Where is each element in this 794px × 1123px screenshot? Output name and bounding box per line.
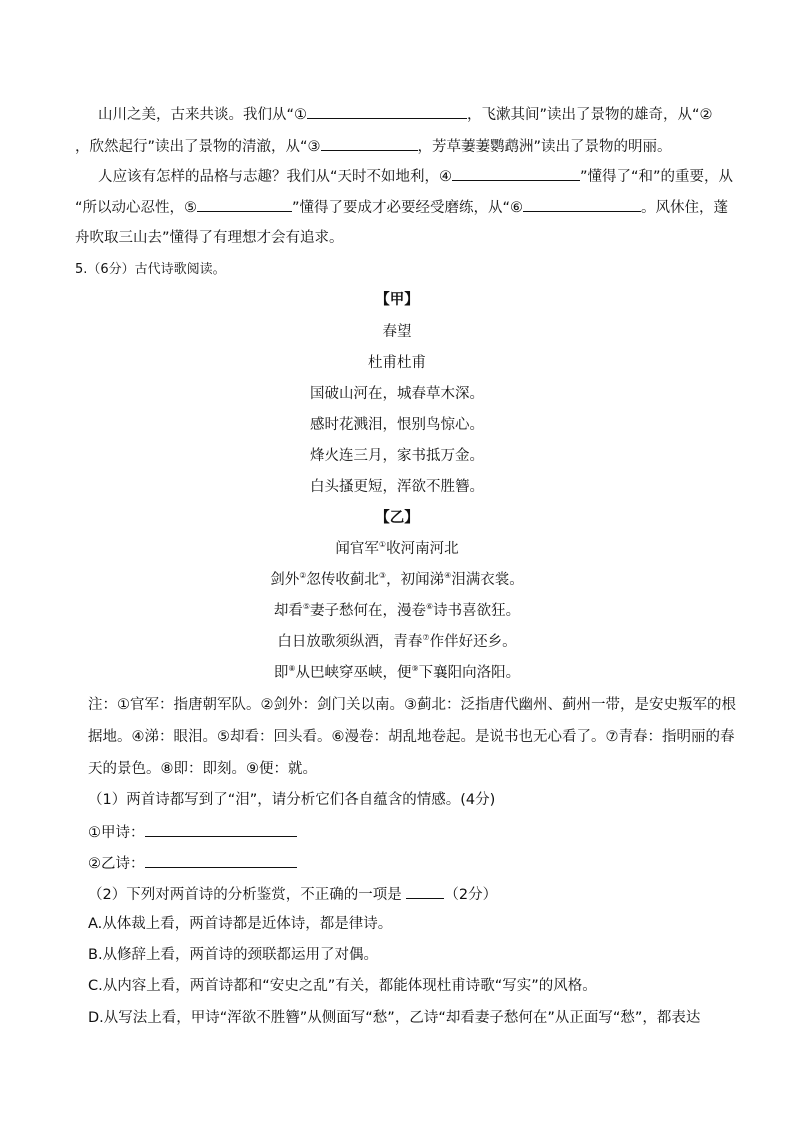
footnote-marker: ⑥ xyxy=(426,602,434,612)
fill-line-4 xyxy=(75,196,728,218)
option-c: C.从内容上看，两首诗都和“安史之乱”有关，都能体现杜甫诗歌“写实”的风格。 xyxy=(88,978,597,994)
fill-line-5 xyxy=(75,228,344,248)
answer-label: ①甲诗： xyxy=(88,825,145,841)
answer-line-yi xyxy=(88,852,297,874)
fill-text: 。风休住，蓬 xyxy=(641,200,729,216)
poem-yi-line: 却看⑤妻子愁何在，漫卷⑥诗书喜欲狂。 xyxy=(273,602,521,619)
fill-text: ”懂得了“和”的重要，从 xyxy=(580,169,734,185)
fill-text: ”懂得了要成才必要经受磨练，从“⑥ xyxy=(292,200,524,216)
footnote-marker: ⑦ xyxy=(422,633,430,643)
answer-blank-5[interactable] xyxy=(197,196,292,212)
fill-text: ，芳草萋萋鹦鹉洲”读出了景物的明丽。 xyxy=(417,139,672,155)
fill-text: 人应该有怎样的品格与志趣？我们从“天时不如地利，④ xyxy=(98,169,453,185)
fill-line-2 xyxy=(75,135,672,157)
footnote-marker: ⑨ xyxy=(411,664,419,674)
answer-blank-6[interactable] xyxy=(523,196,641,212)
answer-blank-4[interactable] xyxy=(452,165,580,181)
question-5-heading: 5.（6分）古代诗歌阅读。 xyxy=(75,262,226,277)
subquestion-2: （2）下列对两首诗的分析鉴赏，不正确的一项是 （2分） xyxy=(88,883,497,905)
poem-yi-line: 白日放歌须纵酒，青春⑦作伴好还乡。 xyxy=(277,633,517,650)
poem-jia-label: 【甲】 xyxy=(375,292,419,308)
notes-line: 注：①官军：指唐朝军队。②剑外：剑门关以南。③蓟北：泛指唐代幽州、蓟州一带，是安史叛军的根 xyxy=(88,697,736,713)
fill-text: ，欣然起行”读出了景物的清澈，从“③ xyxy=(75,139,321,155)
answer-blank-3[interactable] xyxy=(321,135,418,151)
footnote-marker: ② xyxy=(299,571,307,581)
poem-jia-line: 国破山河在，城春草木深。 xyxy=(310,386,484,402)
fill-text: 舟吹取三山去”懂得了有理想才会有追求。 xyxy=(75,230,344,246)
option-b: B.从修辞上看，两首诗的颈联都运用了对偶。 xyxy=(88,947,379,963)
fill-text: 山川之美，古来共谈。我们从“① xyxy=(98,107,308,123)
poem-yi-title: 闻官军①收河南河北 xyxy=(335,540,459,557)
fill-text: “所以动心忍性，⑤ xyxy=(75,200,198,216)
option-a: A.从体裁上看，两首诗都是近体诗，都是律诗。 xyxy=(88,916,393,932)
answer-label: ②乙诗： xyxy=(88,856,145,872)
footnote-marker: ③ xyxy=(378,571,387,581)
poem-jia-line: 烽火连三月，家书抵万金。 xyxy=(310,448,484,464)
fill-line-3 xyxy=(98,165,733,187)
notes-line: 据地。④涕：眼泪。⑤却看：回头看。⑥漫卷：胡乱地卷起。是说书也无心看了。⑦青春：指明丽的春 xyxy=(88,729,735,745)
option-d: D.从写法上看，甲诗“浑欲不胜簪”从侧面写“愁”，乙诗“却看妻子愁何在”从正面写“愁”，都表达 xyxy=(88,1010,701,1026)
poem-yi-line: 即⑧从巴峡穿巫峡，便⑨下襄阳向洛阳。 xyxy=(273,664,521,681)
footnote-marker: ④ xyxy=(444,571,452,581)
poem-jia-author: 杜甫杜甫 xyxy=(368,355,426,371)
answer-line-jia xyxy=(88,821,297,843)
fill-text: ，飞漱其间”读出了景物的雄奇，从“② xyxy=(467,107,713,123)
footnote-marker: ⑧ xyxy=(288,664,296,674)
answer-blank-1[interactable] xyxy=(307,103,467,119)
answer-blank-yi[interactable] xyxy=(145,852,297,868)
answer-blank-jia[interactable] xyxy=(145,821,297,837)
footnote-marker: ① xyxy=(378,540,387,550)
notes-line: 天的景色。⑧即：即刻。⑨便：就。 xyxy=(88,761,317,777)
poem-yi-label: 【乙】 xyxy=(375,510,419,526)
fill-line-1 xyxy=(98,103,713,125)
poem-yi-line: 剑外②忽传收蓟北③，初闻涕④泪满衣裳。 xyxy=(270,571,524,588)
subquestion-1: （1）两首诗都写到了“泪”，请分析它们各自蕴含的情感。(4分) xyxy=(88,792,496,808)
answer-blank-choice[interactable] xyxy=(406,883,444,899)
poem-jia-line: 白头搔更短，浑欲不胜簪。 xyxy=(310,479,484,495)
footnote-marker: ⑤ xyxy=(302,602,310,612)
poem-jia-title: 春望 xyxy=(382,324,412,340)
poem-jia-line: 感时花溅泪，恨别鸟惊心。 xyxy=(310,417,484,433)
